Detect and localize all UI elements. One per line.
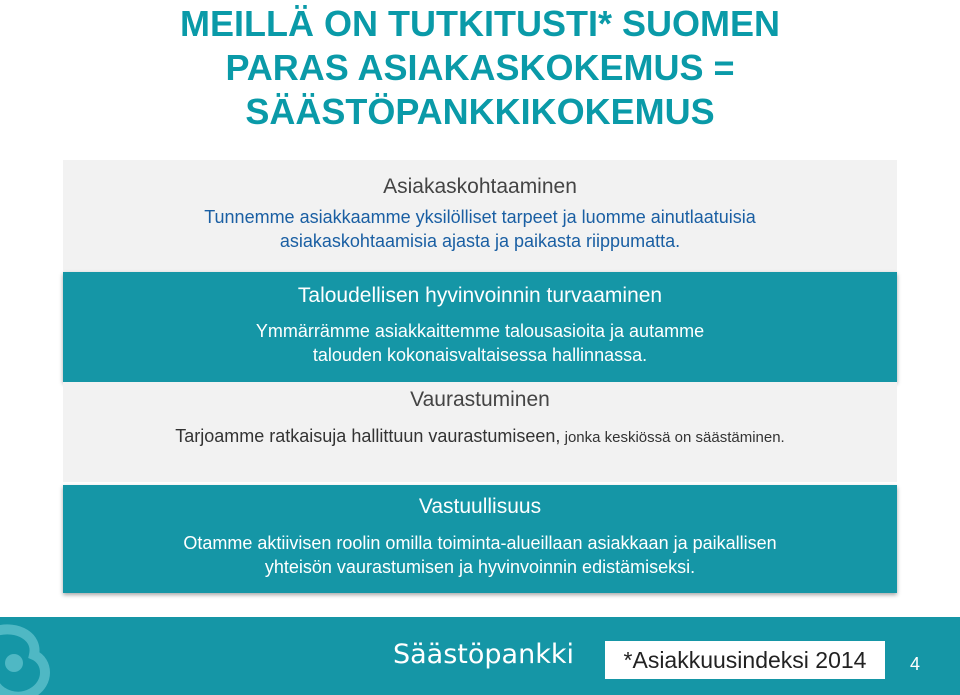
panel-vaurastuminen — [63, 382, 897, 482]
title-line: PARAS ASIAKASKOKEMUS = — [225, 47, 735, 88]
page-number: 4 — [909, 654, 920, 674]
panel-asiakaskohtaaminen — [63, 160, 897, 272]
panel-body-line: Otamme aktiivisen roolin omilla toiminta-alueillaan asiakkaan ja paikallisen — [183, 533, 777, 553]
brand-name: Säästöpankki — [393, 639, 574, 670]
panel-taloudellinen-hyvinvointi — [63, 272, 897, 382]
panel-body — [63, 205, 897, 253]
footer-bar — [0, 617, 960, 695]
title-line: MEILLÄ ON TUTKITUSTI* SUOMEN — [180, 3, 780, 44]
panel-body-line: asiakaskohtaamisia ajasta ja paikasta riippumatta. — [279, 231, 681, 251]
panel-heading: Vastuullisuus — [418, 495, 542, 518]
title-line: SÄÄSTÖPANKKIKOKEMUS — [245, 91, 715, 132]
panel-body — [63, 424, 897, 450]
panel-body-line: Ymmärrämme asiakkaittemme talousasioita ja autamme — [255, 321, 705, 341]
panel-body-line: yhteisön vaurastumisen ja hyvinvoinnin edistämiseksi. — [264, 557, 696, 577]
panel-body-main: Tarjoamme ratkaisuja hallittuun vaurastumiseen, — [175, 426, 561, 446]
panel-body — [63, 531, 897, 579]
panel-heading: Taloudellisen hyvinvoinnin turvaaminen — [297, 284, 663, 307]
panel-heading: Vaurastuminen — [410, 388, 550, 411]
panel-body-line: Tunnemme asiakkaamme yksilölliset tarpeet ja luomme ainutlaatuisia — [204, 207, 756, 227]
panel-body-small: jonka keskiössä on säästäminen. — [560, 429, 785, 446]
footnote: *Asiakkuusindeksi 2014 — [605, 641, 885, 679]
panel-vastuullisuus — [63, 485, 897, 593]
panel-heading: Asiakaskohtaaminen — [383, 175, 577, 198]
panel-body — [63, 319, 897, 367]
panel-body-line: talouden kokonaisvaltaisessa hallinnassa. — [312, 345, 648, 365]
brand-symbol-icon — [0, 623, 58, 695]
slide-title — [0, 2, 960, 134]
